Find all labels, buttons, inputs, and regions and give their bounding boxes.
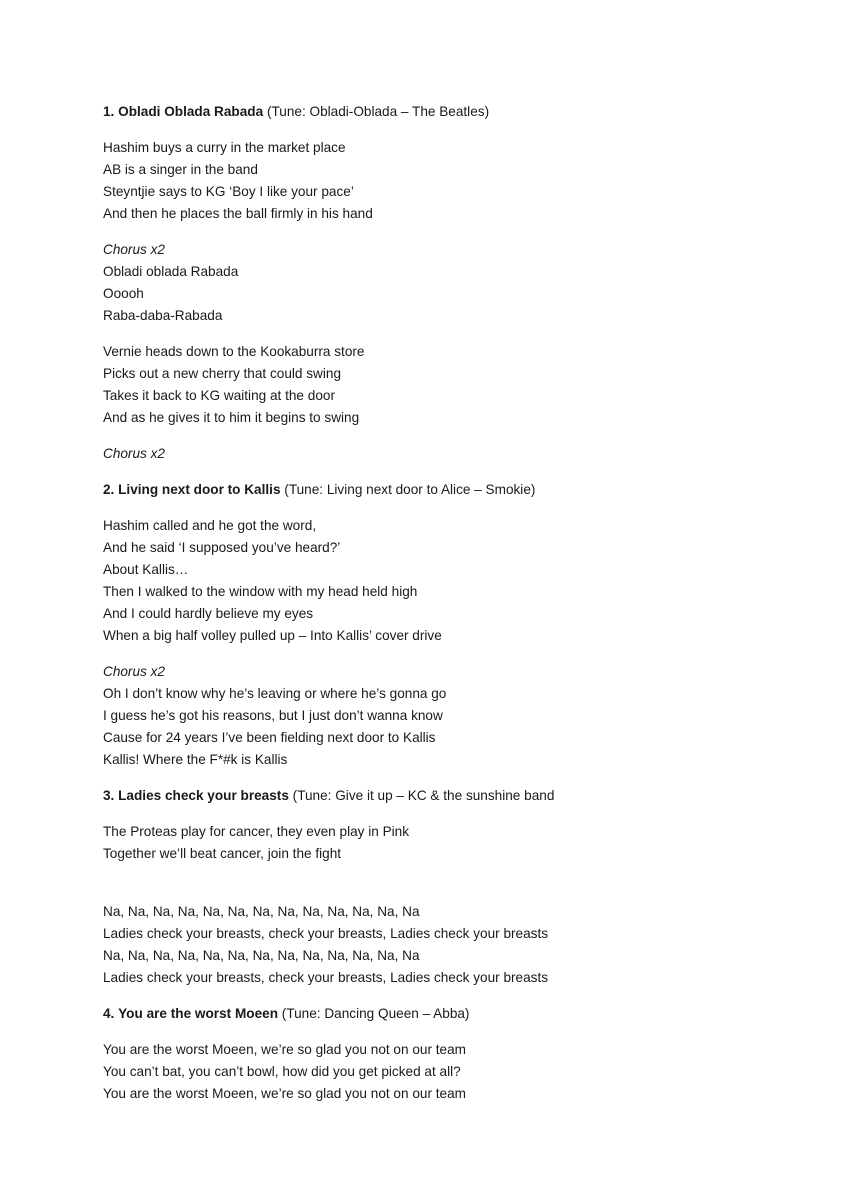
lyric-line: Ladies check your breasts, check your breasts, Ladies check your breasts bbox=[103, 970, 549, 985]
lyric-line: About Kallis… bbox=[103, 562, 189, 577]
lyric-line: Together we’ll beat cancer, join the fight bbox=[103, 846, 342, 861]
lyric-line: Ladies check your breasts, check your breasts, Ladies check your breasts bbox=[103, 926, 549, 941]
song-number: 1. bbox=[103, 104, 115, 119]
lyric-line: Cause for 24 years I’ve been fielding next door to Kallis bbox=[103, 730, 436, 745]
lyric-line: And then he places the ball firmly in his hand bbox=[103, 206, 373, 221]
song-title: You are the worst Moeen bbox=[118, 1006, 279, 1021]
lyric-line: Hashim buys a curry in the market place bbox=[103, 140, 346, 155]
song-heading bbox=[103, 101, 823, 123]
song-tune: (Tune: Give it up – KC & the sunshine band bbox=[292, 788, 555, 803]
lyric-line: And I could hardly believe my eyes bbox=[103, 606, 314, 621]
lyric-line: Picks out a new cherry that could swing bbox=[103, 366, 342, 381]
lyric-line: And he said ‘I supposed you’ve heard?’ bbox=[103, 540, 341, 555]
lyric-line: Then I walked to the window with my head held high bbox=[103, 584, 418, 599]
lyric-line: Na, Na, Na, Na, Na, Na, Na, Na, Na, Na, Na, Na, Na bbox=[103, 948, 420, 963]
lyric-line: AB is a singer in the band bbox=[103, 162, 258, 177]
lyrics-sheet bbox=[103, 101, 823, 1105]
song-tune: (Tune: Obladi-Oblada – The Beatles) bbox=[266, 104, 490, 119]
song-heading bbox=[103, 1003, 823, 1025]
lyric-line: When a big half volley pulled up – Into Kallis’ cover drive bbox=[103, 628, 442, 643]
song-tune: (Tune: Living next door to Alice – Smokie) bbox=[284, 482, 536, 497]
song-number: 4. bbox=[103, 1006, 115, 1021]
song-heading bbox=[103, 479, 823, 501]
lyric-line: Raba-daba-Rabada bbox=[103, 308, 223, 323]
song-title: Living next door to Kallis bbox=[118, 482, 281, 497]
lyric-line: And as he gives it to him it begins to swing bbox=[103, 410, 360, 425]
song-title: Ladies check your breasts bbox=[118, 788, 289, 803]
chorus-label: Chorus x2 bbox=[103, 664, 165, 679]
lyric-line: Ooooh bbox=[103, 286, 144, 301]
lyric-line: You are the worst Moeen, we’re so glad you not on our team bbox=[103, 1042, 466, 1057]
lyric-line: You can’t bat, you can’t bowl, how did you get picked at all? bbox=[103, 1064, 461, 1079]
lyric-line: Takes it back to KG waiting at the door bbox=[103, 388, 335, 403]
lyric-line: Hashim called and he got the word, bbox=[103, 518, 317, 533]
chorus-label: Chorus x2 bbox=[103, 242, 165, 257]
song-tune: (Tune: Dancing Queen – Abba) bbox=[281, 1006, 470, 1021]
lyric-line: Vernie heads down to the Kookaburra store bbox=[103, 344, 365, 359]
lyric-line: Steyntjie says to KG ‘Boy I like your pace’ bbox=[103, 184, 354, 199]
lyric-line: Na, Na, Na, Na, Na, Na, Na, Na, Na, Na, Na, Na, Na bbox=[103, 904, 420, 919]
lyric-line: You are the worst Moeen, we’re so glad you not on our team bbox=[103, 1086, 466, 1101]
lyric-line: The Proteas play for cancer, they even play in Pink bbox=[103, 824, 410, 839]
lyric-line: Oh I don’t know why he’s leaving or where he’s gonna go bbox=[103, 686, 447, 701]
song-title: Obladi Oblada Rabada bbox=[118, 104, 264, 119]
chorus-label: Chorus x2 bbox=[103, 446, 165, 461]
song-number: 2. bbox=[103, 482, 115, 497]
lyric-line: Obladi oblada Rabada bbox=[103, 264, 239, 279]
song-number: 3. bbox=[103, 788, 115, 803]
song-heading bbox=[103, 785, 823, 807]
lyric-line: Kallis! Where the F*#k is Kallis bbox=[103, 752, 288, 767]
lyric-line: I guess he’s got his reasons, but I just don’t wanna know bbox=[103, 708, 443, 723]
